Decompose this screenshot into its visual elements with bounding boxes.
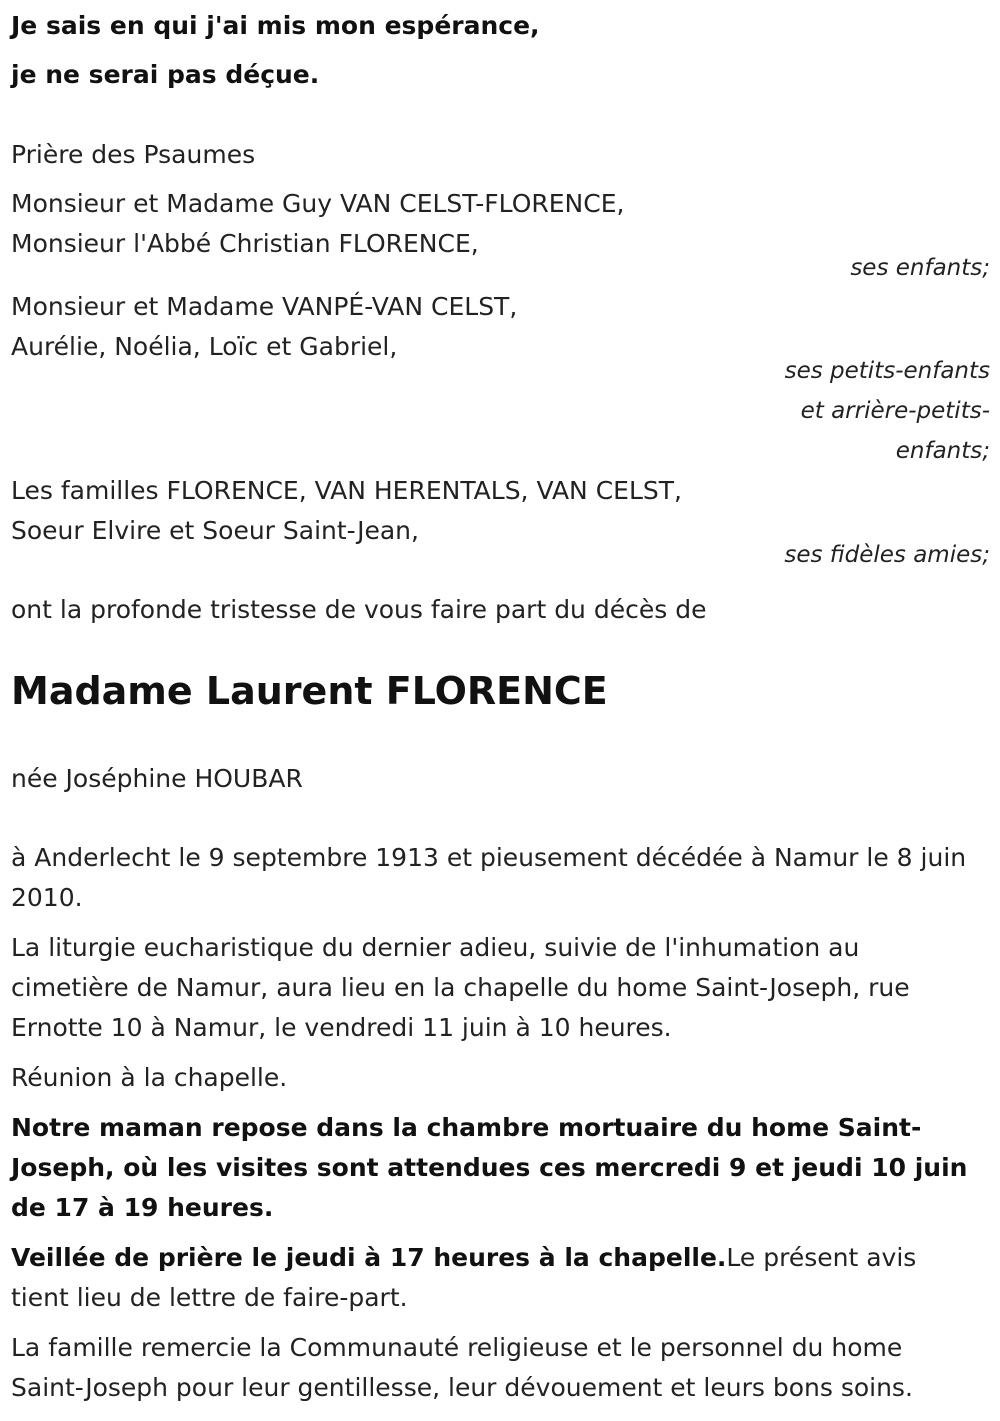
announcement: ont la profonde tristesse de vous faire part du décès de <box>11 595 707 624</box>
details-block <box>11 838 981 1408</box>
vigil-paragraph <box>11 1238 981 1318</box>
vigil-bold-text: Veillée de prière le jeudi à 17 heures à la chapelle. <box>11 1243 727 1272</box>
grandchildren-line-2: Aurélie, Noélia, Loïc et Gabriel, <box>11 332 398 361</box>
grandchildren-line-1: Monsieur et Madame VANPÉ-VAN CELST, <box>11 292 518 321</box>
grandchildren-role-line-2: et arrière-petits- <box>800 398 990 424</box>
friends-role: ses fidèles amies; <box>784 542 990 568</box>
visitation-paragraph: Notre maman repose dans la chambre mortuaire du home Saint-Joseph, où les visites sont attendues ces mercredi 9 et jeudi 10 juin de 17 à 19 heures. <box>11 1113 968 1222</box>
birth-death-paragraph: à Anderlecht le 9 septembre 1913 et pieusement décédée à Namur le 8 juin 2010. <box>11 843 967 912</box>
children-line-1: Monsieur et Madame Guy VAN CELST-FLORENCE, <box>11 189 625 218</box>
meeting-paragraph: Réunion à la chapelle. <box>11 1063 288 1092</box>
maiden-name: née Joséphine HOUBAR <box>11 764 303 793</box>
epigraph-line-1: Je sais en qui j'ai mis mon espérance, <box>11 11 540 40</box>
friends-line-2: Soeur Elvire et Soeur Saint-Jean, <box>11 516 419 545</box>
children-role: ses enfants; <box>850 255 990 281</box>
children-line-2: Monsieur l'Abbé Christian FLORENCE, <box>11 229 479 258</box>
epigraph-line-2: je ne serai pas déçue. <box>11 60 320 89</box>
grandchildren-role-line-3: enfants; <box>895 438 990 464</box>
liturgy-paragraph: La liturgie eucharistique du dernier adieu, suivie de l'inhumation au cimetière de Namur, aura lieu en la chapelle du home Saint-Joseph, rue Ernotte 10 à Namur, le vendredi 11 juin à 10 heures. <box>11 933 910 1042</box>
grandchildren-role-line-1: ses petits-enfants <box>784 358 990 384</box>
vigil-rest-text: Le présent avis tient lieu de lettre de faire-part. <box>11 1243 917 1312</box>
deceased-name: Madame Laurent FLORENCE <box>11 669 608 713</box>
friends-line-1: Les familles FLORENCE, VAN HERENTALS, VAN CELST, <box>11 476 682 505</box>
thanks-paragraph: La famille remercie la Communauté religieuse et le personnel du home Saint-Joseph pour leur gentillesse, leur dévouement et leurs bons soins. <box>11 1333 913 1402</box>
prayer-source: Prière des Psaumes <box>11 140 256 169</box>
